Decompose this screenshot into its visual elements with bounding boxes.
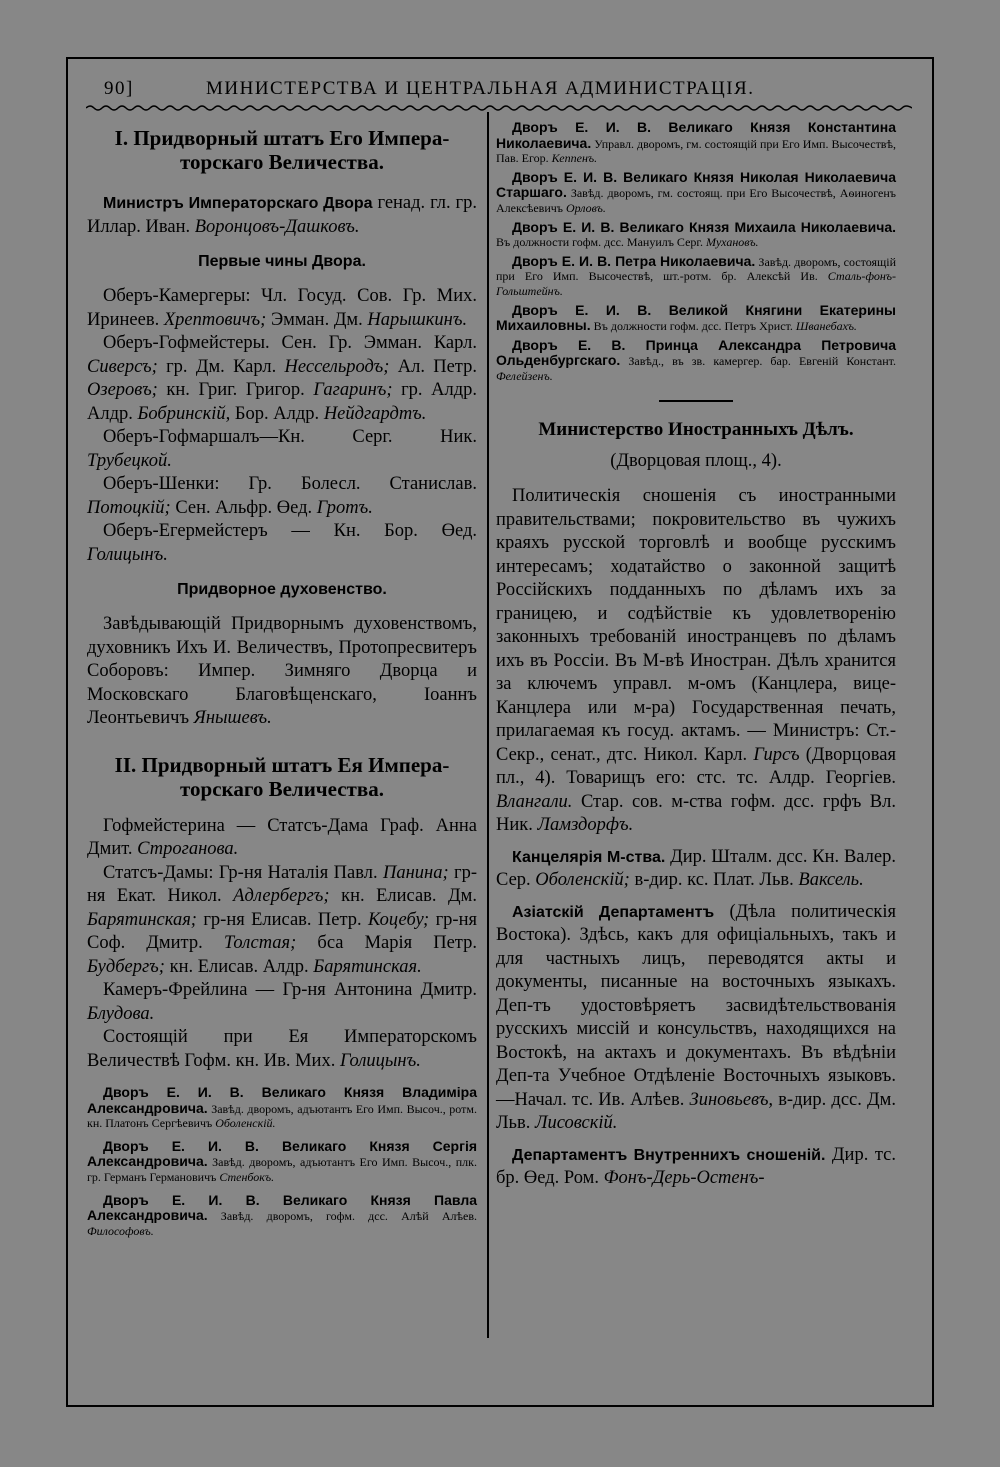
mid-title: Министерство Иностранныхъ Дѣлъ. [538,418,854,440]
asia-dept-lead: Азіатскій Департаментъ [512,903,715,921]
person-name: Блудова. [87,1003,155,1024]
kamer-freilina-entry [87,979,477,1026]
clergy-heading: Придворное духовенство. [177,581,387,598]
entry-text: Оберъ-Гофмейстеры. Сен. Гр. Эмман. Карл. [103,333,477,353]
entry-text: Завѣдывающій Придворнымъ духовенствомъ, духовникъ Ихъ И. Величествъ, Протопресвитеръ Соборовъ: Импер. Зимняго Дворца и Московскаго Благовѣщенскаго, Іоаннъ Леонтьевичъ [87,614,477,728]
person-name: Коцебу; [367,909,430,930]
section-2-title-line1: II. Придворный штатъ Ея Импера- [114,752,450,777]
person-name: Нессельродъ; [284,356,390,377]
entry-text: гр-ня Соф. Дмитр. [87,909,477,953]
court-title: Дворъ Е. И. В. Великой Княгини Екатерины Михаиловны. [496,301,896,334]
section-1-title-line2: торскаго Величества. [180,150,384,174]
person-name: Фонъ-Дерь-Остенъ- [603,1168,765,1188]
dvor-petr-entry [496,254,896,299]
wavy-rule [86,102,912,114]
dvor-vladimir-entry [87,1085,477,1131]
right-column [496,120,896,1191]
running-header [100,76,900,104]
person-name: Оболенскій; [535,870,630,890]
mid-address: (Дворцовая площ., 4). [610,450,782,471]
inner-dept-entry [496,1144,896,1191]
gofmeisterina-entry [87,815,477,862]
person-name: Оболенскій. [215,1116,276,1131]
dvor-pavel-entry [87,1193,477,1239]
person-name: Барятинская; [87,909,197,930]
court-title: Дворъ Е. И. В. Великаго Князя Павла Александровича. [87,1191,477,1224]
court-title: Дворъ Е. И. В. Великаго Князя Константина Николаевича. [496,119,896,151]
entry-text: кн. Елисав. Дм. [329,886,477,906]
dvor-oldenburg-entry [496,338,896,384]
entry-text: Оберъ-Шенки: Гр. Болесл. Станислав. [103,474,477,494]
court-title: Дворъ Е. И. В. Великаго Князя Михаила Николаевича. [512,218,896,235]
entry-text: Стар. сов. м-ства гофм. дсс. грфъ Вл. Ник. [496,791,896,835]
entry-text: Бор. Алдр. [230,403,324,424]
person-name: Гирсъ [753,744,800,765]
entry-text: Въ должности гофм. дсс. Мануилъ Серг. [496,235,706,250]
entry-text: Оберъ-Гофмаршалъ—Кн. Серг. Ник. [103,427,477,447]
dvor-mikhail-entry [496,220,896,250]
person-name: Влангали. [496,791,573,812]
chancellery-lead: Канцелярія М-ства. [512,848,666,866]
entry-text: Въ должности гофм. дсс. Петръ Христ. [590,319,796,334]
section-2-title [87,753,477,801]
mid-description [496,485,896,838]
minister-name: Воронцовъ-Дашковъ. [194,216,360,237]
person-name: Шванебахъ. [795,319,857,334]
entry-text: Оберъ-Камергеры: Чл. Госуд. Сов. Гр. Мих. Иринеев. [87,286,477,330]
clergy-entry [87,613,477,731]
entry-text: Дир. Шталм. дсс. Кн. Валер. Сер. [496,846,896,890]
chancellery-entry [496,846,896,893]
entry-text: гр-ня Елисав. Петр. [196,909,368,930]
entry-text: Статсъ-Дамы: Гр-ня Наталія Павл. [103,862,383,883]
entry-text: Завѣд. дворомъ, гофм. дсс. Алѣй Алѣев. [207,1209,477,1224]
entry-text: Завѣд., въ зв. камергер. бар. Евгеній Констант. [620,354,896,369]
ober-gofmeistery-entry [87,332,477,426]
court-title: Дворъ Е. В. Принца Александра Петровича Ольденбургскаго. [496,336,896,369]
person-name: Янышевъ. [193,708,272,728]
person-name: Толстая; [223,933,297,953]
entry-text: в-дир. кс. Плат. Льв. [629,870,799,890]
entry-text: Гофмейстерина — Статсъ-Дама Граф. Анна Дмит. [87,815,477,859]
first-ranks-heading: Первые чины Двора. [198,253,366,270]
person-name: Будбергъ; [87,956,165,977]
column-divider [487,112,489,1338]
entry-text: Эмман. Дм. [266,309,368,330]
minister-lead: Министръ Императорскаго Двора [103,195,373,212]
entry-text: Завѣд. дворомъ, гм. состоящ. при Его Высочествѣ, Аѳиногенъ Алексѣевичъ [496,186,896,215]
court-title: Дворъ Е. И. В. Великаго Князя Сергія Александровича. [87,1137,477,1170]
entry-text: гр. Дм. Карл. [157,356,285,377]
entry-text: кн. Григ. Григор. [157,380,314,400]
person-name: Панина; [382,862,449,883]
person-name: Гротъ. [316,497,373,518]
minister-entry [87,192,477,239]
entry-text: Завѣд. дворомъ, состоящій при Его Имп. Высочествѣ, шт.-ротм. бр. Алексѣй Ив. [496,254,896,284]
entry-text: Завѣд. дворомъ, адъютантъ Его Имп. Высоч., плк. гр. Германъ Германовичъ [87,1155,477,1184]
person-name: Лисовскій. [534,1113,618,1133]
sostoyashchiy-entry [87,1026,477,1073]
entry-text: бса Марія Петр. [296,933,477,953]
entry-text: Управл. дворомъ, гм. состоящій при Его Имп. Высочествѣ, Пав. Егор. [496,136,896,166]
dvor-konstantin-entry [496,120,896,166]
person-name: Философовъ. [87,1223,154,1238]
court-title: Дворъ Е. И. В. Великаго Князя Николая Николаевича Старшаго. [496,168,896,201]
person-name: Стенбокъ. [219,1169,275,1184]
entry-text: Завѣд. дворомъ, адъютантъ Его Имп. Высоч., ротм. кн. Платонъ Сергѣевичъ [87,1101,477,1131]
dvor-ekaterina-entry [496,303,896,334]
person-name: Зиновьевъ, [689,1089,774,1110]
person-name: Потоцкій; [87,497,171,518]
entry-text: гр. Алдр. Алдр. [87,380,477,424]
asia-dept-entry [496,901,896,1136]
entry-text: Дир. тс. бр. Өед. Ром. [496,1144,896,1188]
section-2-title-line2: торскаго Величества. [180,776,384,801]
entry-text: (Дворцовая пл., 4). Товарищъ его: стс. тс. Алдр. Георгіев. [496,744,896,788]
ober-egermeister-entry [87,520,477,567]
person-name: Барятинская. [313,956,422,977]
dvor-nikolai-entry [496,170,896,216]
ober-kamergery-entry [87,285,477,332]
inner-dept-lead: Департаментъ Внутреннихъ сношеній. [512,1146,826,1164]
entry-text: гр-ня Екат. Никол. [87,862,478,906]
person-name: Орловъ. [566,200,606,215]
person-name: Строганова. [137,839,239,859]
ober-shenki-entry [87,473,477,520]
person-name: Голицынъ. [87,544,168,565]
minister-text: генад. гл. гр. Иллар. Иван. [87,193,477,237]
person-name: Мухановъ. [705,235,759,250]
page-number: 90] [104,78,134,99]
section-1-title-line1: I. Придворный штатъ Его Импера- [114,126,450,150]
person-name: Голицынъ. [339,1050,421,1071]
person-name: Хрептовичъ; [163,309,267,330]
person-name: Сталь-фонъ-Гольштейнъ. [496,269,896,298]
entry-text: кн. Елисав. Алдр. [164,956,314,977]
running-title: МИНИСТЕРСТВА И ЦЕНТРАЛЬНАЯ АДМИНИСТРАЦІЯ. [206,78,755,99]
entry-text: Ал. Петр. [389,356,477,377]
person-name: Трубецкой. [87,450,172,471]
person-name: Гагаринъ; [313,380,393,400]
court-title: Дворъ Е. И. В. Петра Николаевича. [512,252,756,269]
person-name: Фелейзенъ. [496,368,553,383]
person-name: Нарышкинъ. [367,309,468,330]
court-title: Дворъ Е. И. В. Великаго Князя Владиміра Александровича. [87,1084,477,1116]
person-name: Бобринскій, [137,403,231,424]
person-name: Ваксель. [798,870,864,890]
entry-text: Камеръ-Фрейлина — Гр-ня Антонина Дмитр. [103,980,477,1000]
person-name: Озеровъ; [87,380,158,400]
entry-text: Политическія сношенія съ иностранными правительствами; покровительство въ чужихъ краяхъ русской торговлѣ и вообще русскимъ интересамъ; ходатайство о законной защитѣ Россійскихъ подданныхъ по дѣламъ ихъ за границею, и содѣйствіе къ удовлетворенію законныхъ требованій иностранцевъ по дѣламъ ихъ въ Россіи. Въ М-вѣ Иностран. Дѣлъ хранится за ключемъ управл. м-омъ (Канцлера, вице-Канцлера или м-ра) Государственная печать, прилагаемая къ госуд. актамъ. — Министръ: Ст.-Секр., сенат., дтс. Никол. Карл. [496,486,896,765]
entry-text: Состоящій при Ея Императорскомъ Величествѣ Гофм. кн. Ив. Мих. [87,1027,477,1071]
person-name: Ламздорфъ. [537,815,634,835]
stats-damy-entry [87,862,477,980]
person-name: Кеппенъ. [551,151,598,166]
section-1-title [87,126,477,174]
entry-text: в-дир. дсс. Дм. Льв. [496,1089,896,1133]
dvor-sergiy-entry [87,1139,477,1185]
ober-gofmarshal-entry [87,426,477,473]
person-name: Адлербергъ; [233,886,330,906]
entry-text: (Дѣла политическія Востока). Здѣсь, какъ для офиціальныхъ, такъ и для частныхъ лицъ, переводятся акты и документы, писанные на восточныхъ языкахъ. Деп-тъ удостовѣряетъ засвидѣтельствованія русскихъ миссій и консульствъ, находящихся на Востокѣ, на актахъ и документахъ. Въ вѣдѣніи Деп-та Учебное Отдѣленіе Восточныхъ языковъ.—Начал. тс. Ив. Алѣев. [496,901,897,1110]
left-column [87,126,477,1238]
entry-text: Сен. Альфр. Өед. [170,497,317,518]
person-name: Сиверсъ; [87,356,158,377]
entry-text: Оберъ-Егермейстеръ — Кн. Бор. Өед. [103,521,477,541]
person-name: Нейдгардтъ. [323,403,427,424]
